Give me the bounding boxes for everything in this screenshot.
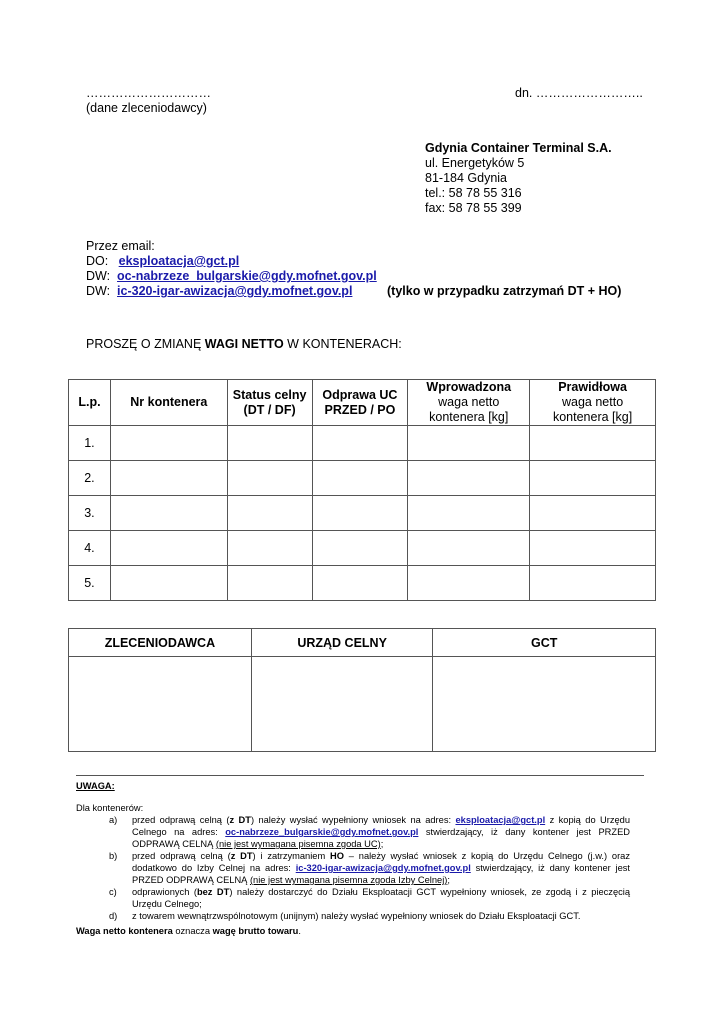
- col-correct-line2: waga netto: [562, 395, 624, 409]
- correct-weight-cell[interactable]: [530, 426, 656, 461]
- note-a-bold: z DT: [229, 815, 251, 825]
- entered-weight-cell[interactable]: [408, 566, 530, 601]
- table-header-row: [69, 380, 656, 426]
- note-a-label: a): [109, 815, 118, 825]
- note-a-part3: z kopią do Urzędu Celnego na adres:: [132, 815, 630, 837]
- note-c-part2: ) należy dostarczyć do Działu Eksploatacji GCT wypełniony wniosek, ze zgodą i z pieczęcią Urzędu Celnego;: [132, 887, 630, 909]
- correct-weight-cell[interactable]: [530, 496, 656, 531]
- weight-table: [68, 379, 656, 601]
- entered-weight-cell[interactable]: [408, 531, 530, 566]
- clearance-cell[interactable]: [312, 566, 408, 601]
- container-number-cell[interactable]: [110, 566, 227, 601]
- recipient-street: ul. Energetyków 5: [425, 156, 525, 170]
- note-d-label: d): [109, 911, 118, 921]
- date-field: dn. ……………………..: [515, 86, 643, 100]
- cc1-label: DW:: [86, 269, 111, 283]
- note-d-text: z towarem wewnątrzwspólnotowym (unijnym) należy wysłać wypełniony wniosek do Działu Eksploatacji GCT.: [132, 911, 581, 921]
- col-entered-line1: Wprowadzona: [426, 380, 512, 394]
- email-intro: Przez email:: [86, 239, 155, 253]
- col-customs-status: [227, 380, 312, 426]
- table-row: [69, 566, 656, 601]
- final-note-end: .: [298, 926, 301, 936]
- note-b-part2: ) i zatrzymaniem: [252, 851, 331, 861]
- entered-weight-cell[interactable]: [408, 426, 530, 461]
- col-correct-weight: [530, 380, 656, 426]
- final-note-part2: oznacza: [172, 926, 213, 936]
- notes-section: [76, 780, 644, 940]
- note-b-bold1: z DT: [230, 851, 253, 861]
- recipient-city: 81-184 Gdynia: [425, 171, 508, 185]
- entered-weight-cell[interactable]: [408, 496, 530, 531]
- clearance-cell[interactable]: [312, 426, 408, 461]
- note-c-label: c): [109, 887, 117, 897]
- notes-intro: Dla kontenerów:: [76, 803, 144, 813]
- col-clearance: [312, 380, 408, 426]
- note-b-underline: (nie jest wymagana pisemna zgoda Izby Celnej): [249, 875, 448, 885]
- note-a-part4: stwierdzający, iż dany kontener jest PRZED ODPRAWĄ CELNĄ: [132, 827, 630, 849]
- container-number-cell[interactable]: [110, 461, 227, 496]
- correct-weight-cell[interactable]: [530, 461, 656, 496]
- signature-table: [68, 628, 656, 752]
- note-c-part1: odprawionych (: [132, 887, 197, 897]
- cc1-email-link[interactable]: oc-nabrzeze_bulgarskie@gdy.mofnet.gov.pl: [117, 269, 377, 283]
- note-a-email2-link[interactable]: oc-nabrzeze_bulgarskie@gdy.mofnet.gov.pl: [225, 827, 419, 837]
- col-status-line2: (DT / DF): [243, 402, 296, 417]
- note-a-part1: przed odprawą celną (: [132, 815, 230, 825]
- signature-customs-cell[interactable]: [251, 657, 433, 752]
- recipient-fax: fax: 58 78 55 399: [425, 201, 522, 215]
- client-data-dots: …………………………: [86, 86, 211, 100]
- table-row: [69, 531, 656, 566]
- note-b-bold2: HO: [330, 851, 344, 861]
- status-cell[interactable]: [227, 531, 312, 566]
- col-lp: L.p.: [69, 380, 111, 426]
- col-container-number: Nr kontenera: [110, 380, 227, 426]
- col-correct-line1: Prawidłowa: [558, 380, 627, 394]
- correct-weight-cell[interactable]: [530, 566, 656, 601]
- note-a-email-link[interactable]: eksploatacja@gct.pl: [455, 815, 546, 825]
- final-note-bold1: Waga netto kontenera: [76, 926, 173, 936]
- notes-divider: [76, 775, 644, 776]
- table-row: [69, 426, 656, 461]
- col-correct-line3: kontenera [kg]: [552, 410, 633, 424]
- to-label: DO:: [86, 254, 109, 268]
- row-number: 1.: [69, 426, 111, 461]
- note-b-label: b): [109, 851, 118, 861]
- to-email-link[interactable]: eksploatacja@gct.pl: [118, 254, 240, 268]
- col-entered-line2: waga netto: [438, 395, 500, 409]
- table-row: [69, 496, 656, 531]
- table-row: [69, 461, 656, 496]
- status-cell[interactable]: [227, 496, 312, 531]
- container-number-cell[interactable]: [110, 531, 227, 566]
- note-a-text: [132, 814, 630, 850]
- status-cell[interactable]: [227, 461, 312, 496]
- status-cell[interactable]: [227, 426, 312, 461]
- note-b-email-link[interactable]: ic-320-igar-awizacja@gdy.mofnet.gov.pl: [295, 863, 471, 873]
- note-a-end: ;: [380, 839, 384, 849]
- note-a-part2: ) należy wysłać wypełniony wniosek na adres:: [250, 815, 456, 825]
- request-suffix: W KONTENERACH:: [283, 337, 402, 351]
- clearance-cell[interactable]: [312, 461, 408, 496]
- final-note-bold2: wagę brutto towaru: [212, 926, 299, 936]
- note-c-bold: bez DT: [196, 887, 230, 897]
- row-number: 5.: [69, 566, 111, 601]
- signature-col-customs: URZĄD CELNY: [251, 629, 433, 657]
- signature-client-cell[interactable]: [69, 657, 252, 752]
- clearance-cell[interactable]: [312, 496, 408, 531]
- col-clearance-line1: Odprawa UC: [322, 387, 398, 402]
- cc2-note: (tylko w przypadku zatrzymań DT + HO): [387, 284, 622, 298]
- signature-header-row: [69, 629, 656, 657]
- request-prefix: PROSZĘ O ZMIANĘ: [86, 337, 205, 351]
- note-b-part4: stwierdzający, iż dany kontener jest PRZED ODPRAWĄ CELNĄ: [132, 863, 630, 885]
- signature-gct-cell[interactable]: [433, 657, 656, 752]
- container-number-cell[interactable]: [110, 426, 227, 461]
- cc2-email-link[interactable]: ic-320-igar-awizacja@gdy.mofnet.gov.pl: [117, 284, 353, 298]
- notes-title: UWAGA:: [76, 781, 115, 791]
- recipient-tel: tel.: 58 78 55 316: [425, 186, 522, 200]
- col-entered-line3: kontenera [kg]: [429, 410, 509, 424]
- note-c-text: [132, 886, 630, 910]
- correct-weight-cell[interactable]: [530, 531, 656, 566]
- entered-weight-cell[interactable]: [408, 461, 530, 496]
- col-entered-weight: [408, 380, 530, 426]
- row-number: 2.: [69, 461, 111, 496]
- recipient-block: [425, 141, 612, 216]
- status-cell[interactable]: [227, 566, 312, 601]
- email-block: [86, 239, 646, 299]
- container-number-cell[interactable]: [110, 496, 227, 531]
- request-bold: WAGI NETTO: [204, 337, 284, 351]
- request-line: [86, 337, 402, 352]
- row-number: 3.: [69, 496, 111, 531]
- signature-col-client: ZLECENIODAWCA: [69, 629, 252, 657]
- signature-col-gct: GCT: [433, 629, 656, 657]
- clearance-cell[interactable]: [312, 531, 408, 566]
- col-status-line1: Status celny: [232, 387, 307, 402]
- note-b-part1: przed odprawą celną (: [132, 851, 231, 861]
- final-note: [76, 925, 301, 937]
- recipient-name: Gdynia Container Terminal S.A.: [425, 141, 612, 155]
- cc2-label: DW:: [86, 284, 111, 298]
- row-number: 4.: [69, 531, 111, 566]
- note-b-part3: – należy wysłać wniosek z kopią do Urzędu Celnego (j.w.) oraz dodatkowo do Izby Celnej na adres:: [132, 851, 630, 873]
- client-data-label: (dane zleceniodawcy): [86, 101, 207, 115]
- note-b-end: ;: [447, 875, 450, 885]
- note-a-underline: (nie jest wymagana pisemna zgoda UC): [215, 839, 381, 849]
- note-b-text: [132, 850, 630, 886]
- signature-row: [69, 657, 656, 752]
- col-clearance-line2: PRZED / PO: [324, 402, 396, 417]
